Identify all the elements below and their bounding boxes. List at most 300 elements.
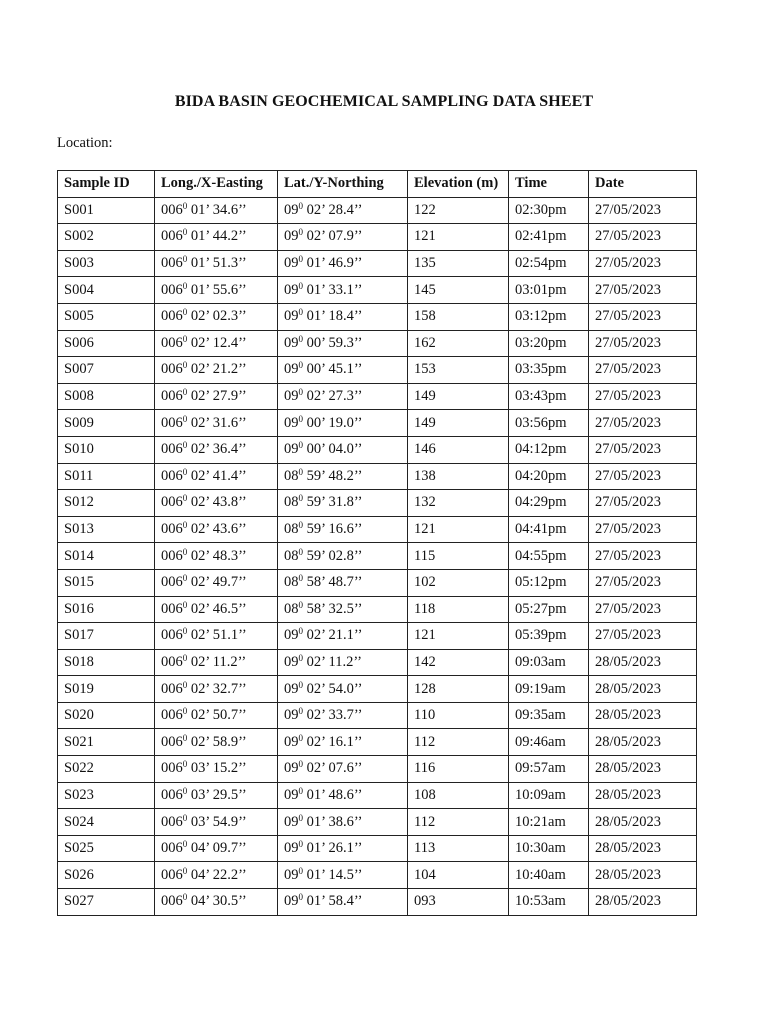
coord-degrees: 09 <box>284 414 299 431</box>
cell-time: 03:20pm <box>509 330 589 357</box>
cell-elevation: 121 <box>408 516 509 543</box>
coord-degrees: 09 <box>284 281 299 298</box>
cell-date: 28/05/2023 <box>589 862 697 889</box>
cell-date: 27/05/2023 <box>589 596 697 623</box>
cell-latitude <box>278 809 408 836</box>
coord-degrees: 006 <box>161 760 183 777</box>
coord-degrees: 09 <box>284 308 299 325</box>
cell-longitude <box>155 277 278 304</box>
cell-sample-id: S027 <box>58 889 155 916</box>
coord-degrees: 006 <box>161 786 183 803</box>
coord-min-sec: 01’ 55.6’’ <box>190 281 247 298</box>
table-row <box>58 197 697 224</box>
cell-latitude <box>278 383 408 410</box>
degree-mark: 0 <box>182 200 188 211</box>
degree-mark: 0 <box>298 440 303 451</box>
cell-longitude <box>155 782 278 809</box>
coord-degrees: 08 <box>284 467 299 484</box>
cell-date: 27/05/2023 <box>589 543 697 570</box>
coord-degrees: 08 <box>284 600 299 617</box>
cell-time: 03:01pm <box>509 277 589 304</box>
cell-sample-id: S003 <box>58 250 155 277</box>
cell-longitude <box>155 596 278 623</box>
degree-mark: 0 <box>182 387 188 398</box>
cell-latitude <box>278 197 408 224</box>
coord-min-sec: 02’ 21.1’’ <box>306 627 363 644</box>
cell-latitude <box>278 490 408 517</box>
cell-latitude <box>278 410 408 437</box>
table-row <box>58 357 697 384</box>
cell-sample-id: S001 <box>58 197 155 224</box>
cell-sample-id: S002 <box>58 224 155 251</box>
cell-time: 10:30am <box>509 835 589 862</box>
coord-degrees: 09 <box>284 388 299 405</box>
cell-time: 04:55pm <box>509 543 589 570</box>
coord-degrees: 09 <box>284 201 299 218</box>
coord-min-sec: 01’ 48.6’’ <box>306 786 363 803</box>
cell-latitude <box>278 516 408 543</box>
cell-elevation: 122 <box>408 197 509 224</box>
coord-degrees: 006 <box>161 653 183 670</box>
coord-degrees: 006 <box>161 547 183 564</box>
table-row <box>58 250 697 277</box>
cell-time: 09:46am <box>509 729 589 756</box>
cell-date: 28/05/2023 <box>589 782 697 809</box>
coord-min-sec: 02’ 31.6’’ <box>190 414 247 431</box>
coord-degrees: 08 <box>284 521 299 538</box>
cell-latitude <box>278 543 408 570</box>
cell-date: 27/05/2023 <box>589 277 697 304</box>
cell-elevation: 113 <box>408 835 509 862</box>
degree-mark: 0 <box>298 520 303 531</box>
cell-longitude <box>155 436 278 463</box>
coord-min-sec: 01’ 34.6’’ <box>190 201 247 218</box>
cell-elevation: 102 <box>408 569 509 596</box>
cell-sample-id: S026 <box>58 862 155 889</box>
coord-degrees: 006 <box>161 228 183 245</box>
coord-degrees: 006 <box>161 733 183 750</box>
cell-date: 28/05/2023 <box>589 835 697 862</box>
degree-mark: 0 <box>182 360 188 371</box>
header-longitude: Long./X-Easting <box>155 171 278 198</box>
cell-date: 28/05/2023 <box>589 756 697 783</box>
coord-min-sec: 03’ 29.5’’ <box>190 786 247 803</box>
cell-elevation: 149 <box>408 383 509 410</box>
cell-longitude <box>155 702 278 729</box>
coord-min-sec: 02’ 02.3’’ <box>190 308 247 325</box>
cell-sample-id: S015 <box>58 569 155 596</box>
coord-min-sec: 59’ 02.8’’ <box>306 547 363 564</box>
degree-mark: 0 <box>298 387 303 398</box>
coord-degrees: 09 <box>284 627 299 644</box>
table-header-row <box>58 171 697 198</box>
cell-elevation: 116 <box>408 756 509 783</box>
degree-mark: 0 <box>298 280 303 291</box>
degree-mark: 0 <box>182 865 188 876</box>
cell-longitude <box>155 835 278 862</box>
coord-degrees: 006 <box>161 627 183 644</box>
degree-mark: 0 <box>182 706 188 717</box>
coord-min-sec: 02’ 49.7’’ <box>190 574 247 591</box>
table-row <box>58 756 697 783</box>
cell-longitude <box>155 224 278 251</box>
coord-min-sec: 01’ 38.6’’ <box>306 813 363 830</box>
coord-degrees: 09 <box>284 786 299 803</box>
cell-elevation: 118 <box>408 596 509 623</box>
cell-sample-id: S017 <box>58 623 155 650</box>
degree-mark: 0 <box>298 599 303 610</box>
cell-time: 09:35am <box>509 702 589 729</box>
degree-mark: 0 <box>182 785 188 796</box>
coord-degrees: 006 <box>161 521 183 538</box>
cell-elevation: 142 <box>408 649 509 676</box>
cell-sample-id: S020 <box>58 702 155 729</box>
coord-min-sec: 01’ 18.4’’ <box>306 308 363 325</box>
cell-elevation: 128 <box>408 676 509 703</box>
coord-degrees: 006 <box>161 467 183 484</box>
table-row <box>58 410 697 437</box>
table-row <box>58 436 697 463</box>
coord-degrees: 006 <box>161 361 183 378</box>
degree-mark: 0 <box>182 440 188 451</box>
cell-date: 28/05/2023 <box>589 889 697 916</box>
cell-date: 28/05/2023 <box>589 702 697 729</box>
degree-mark: 0 <box>182 679 188 690</box>
degree-mark: 0 <box>182 546 188 557</box>
coord-min-sec: 02’ 43.6’’ <box>190 521 247 538</box>
cell-time: 10:21am <box>509 809 589 836</box>
coord-min-sec: 02’ 51.1’’ <box>190 627 247 644</box>
coord-min-sec: 03’ 54.9’’ <box>190 813 247 830</box>
table-row <box>58 889 697 916</box>
degree-mark: 0 <box>298 785 303 796</box>
coord-min-sec: 04’ 30.5’’ <box>190 893 247 910</box>
coord-min-sec: 02’ 46.5’’ <box>190 600 247 617</box>
coord-degrees: 09 <box>284 361 299 378</box>
cell-latitude <box>278 835 408 862</box>
coord-min-sec: 02’ 32.7’’ <box>190 680 247 697</box>
cell-latitude <box>278 596 408 623</box>
cell-sample-id: S016 <box>58 596 155 623</box>
cell-elevation: 093 <box>408 889 509 916</box>
cell-sample-id: S011 <box>58 463 155 490</box>
cell-elevation: 135 <box>408 250 509 277</box>
coord-degrees: 09 <box>284 893 299 910</box>
degree-mark: 0 <box>298 360 303 371</box>
degree-mark: 0 <box>182 573 188 584</box>
coord-min-sec: 59’ 16.6’’ <box>306 521 363 538</box>
degree-mark: 0 <box>298 679 303 690</box>
cell-date: 27/05/2023 <box>589 197 697 224</box>
coord-min-sec: 00’ 04.0’’ <box>306 441 363 458</box>
cell-date: 28/05/2023 <box>589 809 697 836</box>
cell-latitude <box>278 649 408 676</box>
coord-degrees: 09 <box>284 733 299 750</box>
coord-min-sec: 02’ 27.3’’ <box>306 388 363 405</box>
cell-latitude <box>278 623 408 650</box>
cell-sample-id: S009 <box>58 410 155 437</box>
degree-mark: 0 <box>298 865 303 876</box>
cell-latitude <box>278 330 408 357</box>
degree-mark: 0 <box>182 520 188 531</box>
coord-degrees: 006 <box>161 866 183 883</box>
coord-min-sec: 02’ 07.9’’ <box>306 228 363 245</box>
cell-elevation: 149 <box>408 410 509 437</box>
cell-elevation: 108 <box>408 782 509 809</box>
degree-mark: 0 <box>182 493 188 504</box>
cell-longitude <box>155 649 278 676</box>
cell-sample-id: S024 <box>58 809 155 836</box>
coord-min-sec: 02’ 50.7’’ <box>190 707 247 724</box>
coord-degrees: 08 <box>284 494 299 511</box>
coord-degrees: 09 <box>284 866 299 883</box>
cell-longitude <box>155 303 278 330</box>
cell-latitude <box>278 250 408 277</box>
cell-elevation: 112 <box>408 809 509 836</box>
cell-time: 04:12pm <box>509 436 589 463</box>
degree-mark: 0 <box>182 759 188 770</box>
coord-min-sec: 02’ 16.1’’ <box>306 733 363 750</box>
cell-sample-id: S013 <box>58 516 155 543</box>
cell-elevation: 132 <box>408 490 509 517</box>
cell-latitude <box>278 569 408 596</box>
cell-latitude <box>278 357 408 384</box>
cell-elevation: 104 <box>408 862 509 889</box>
coord-degrees: 006 <box>161 334 183 351</box>
coord-min-sec: 02’ 11.2’’ <box>306 653 362 670</box>
cell-latitude <box>278 463 408 490</box>
cell-longitude <box>155 569 278 596</box>
cell-longitude <box>155 623 278 650</box>
table-row <box>58 543 697 570</box>
coord-min-sec: 01’ 14.5’’ <box>306 866 363 883</box>
coord-degrees: 006 <box>161 600 183 617</box>
cell-date: 28/05/2023 <box>589 649 697 676</box>
header-latitude: Lat./Y-Northing <box>278 171 408 198</box>
coord-min-sec: 02’ 36.4’’ <box>190 441 247 458</box>
cell-latitude <box>278 889 408 916</box>
coord-min-sec: 01’ 33.1’’ <box>306 281 363 298</box>
cell-date: 27/05/2023 <box>589 250 697 277</box>
coord-min-sec: 02’ 54.0’’ <box>306 680 363 697</box>
cell-date: 27/05/2023 <box>589 410 697 437</box>
cell-date: 28/05/2023 <box>589 676 697 703</box>
table-row <box>58 303 697 330</box>
cell-date: 27/05/2023 <box>589 569 697 596</box>
coord-degrees: 006 <box>161 281 183 298</box>
cell-time: 05:27pm <box>509 596 589 623</box>
degree-mark: 0 <box>182 732 188 743</box>
coord-degrees: 09 <box>284 760 299 777</box>
cell-latitude <box>278 277 408 304</box>
coord-min-sec: 01’ 26.1’’ <box>306 840 363 857</box>
cell-time: 02:30pm <box>509 197 589 224</box>
cell-sample-id: S012 <box>58 490 155 517</box>
coord-degrees: 006 <box>161 680 183 697</box>
coord-min-sec: 02’ 58.9’’ <box>190 733 247 750</box>
cell-elevation: 146 <box>408 436 509 463</box>
coord-min-sec: 02’ 12.4’’ <box>190 334 247 351</box>
table-row <box>58 649 697 676</box>
cell-date: 27/05/2023 <box>589 330 697 357</box>
cell-latitude <box>278 729 408 756</box>
table-row <box>58 809 697 836</box>
degree-mark: 0 <box>182 280 188 291</box>
document-title: BIDA BASIN GEOCHEMICAL SAMPLING DATA SHEET <box>174 93 594 110</box>
coord-min-sec: 01’ 51.3’’ <box>190 255 247 272</box>
degree-mark: 0 <box>182 307 188 318</box>
coord-degrees: 08 <box>284 574 299 591</box>
cell-time: 10:53am <box>509 889 589 916</box>
coord-degrees: 006 <box>161 707 183 724</box>
cell-longitude <box>155 490 278 517</box>
cell-time: 03:56pm <box>509 410 589 437</box>
coord-degrees: 006 <box>161 308 183 325</box>
cell-longitude <box>155 543 278 570</box>
cell-time: 05:12pm <box>509 569 589 596</box>
coord-degrees: 08 <box>284 547 299 564</box>
location-label: Location: <box>57 135 113 151</box>
cell-longitude <box>155 729 278 756</box>
coord-min-sec: 02’ 21.2’’ <box>190 361 247 378</box>
cell-sample-id: S023 <box>58 782 155 809</box>
table-row <box>58 463 697 490</box>
cell-latitude <box>278 676 408 703</box>
cell-latitude <box>278 224 408 251</box>
cell-time: 09:03am <box>509 649 589 676</box>
degree-mark: 0 <box>182 413 188 424</box>
degree-mark: 0 <box>182 254 188 265</box>
cell-sample-id: S019 <box>58 676 155 703</box>
coord-degrees: 006 <box>161 388 183 405</box>
coord-degrees: 006 <box>161 494 183 511</box>
sampling-data-table <box>57 170 697 916</box>
cell-sample-id: S008 <box>58 383 155 410</box>
cell-sample-id: S014 <box>58 543 155 570</box>
cell-sample-id: S021 <box>58 729 155 756</box>
coord-degrees: 006 <box>161 840 183 857</box>
degree-mark: 0 <box>182 839 188 850</box>
degree-mark: 0 <box>298 307 303 318</box>
coord-degrees: 09 <box>284 255 299 272</box>
cell-elevation: 145 <box>408 277 509 304</box>
coord-degrees: 09 <box>284 840 299 857</box>
table-row <box>58 596 697 623</box>
coord-degrees: 006 <box>161 414 183 431</box>
degree-mark: 0 <box>298 493 303 504</box>
cell-latitude <box>278 782 408 809</box>
coord-degrees: 006 <box>161 441 183 458</box>
cell-latitude <box>278 436 408 463</box>
cell-time: 04:20pm <box>509 463 589 490</box>
cell-longitude <box>155 809 278 836</box>
cell-sample-id: S005 <box>58 303 155 330</box>
coord-degrees: 09 <box>284 334 299 351</box>
coord-min-sec: 59’ 48.2’’ <box>306 467 363 484</box>
coord-min-sec: 58’ 32.5’’ <box>306 600 363 617</box>
table-row <box>58 623 697 650</box>
coord-degrees: 006 <box>161 574 183 591</box>
cell-date: 27/05/2023 <box>589 490 697 517</box>
degree-mark: 0 <box>298 573 303 584</box>
degree-mark: 0 <box>298 413 303 424</box>
cell-time: 09:19am <box>509 676 589 703</box>
coord-min-sec: 58’ 48.7’’ <box>306 574 363 591</box>
cell-time: 04:29pm <box>509 490 589 517</box>
cell-date: 27/05/2023 <box>589 383 697 410</box>
cell-longitude <box>155 756 278 783</box>
cell-elevation: 121 <box>408 623 509 650</box>
cell-time: 10:40am <box>509 862 589 889</box>
table-row <box>58 835 697 862</box>
cell-date: 27/05/2023 <box>589 516 697 543</box>
cell-latitude <box>278 756 408 783</box>
coord-degrees: 006 <box>161 813 183 830</box>
coord-degrees: 09 <box>284 813 299 830</box>
coord-degrees: 006 <box>161 255 183 272</box>
coord-min-sec: 02’ 43.8’’ <box>190 494 247 511</box>
cell-elevation: 121 <box>408 224 509 251</box>
cell-date: 27/05/2023 <box>589 463 697 490</box>
cell-date: 27/05/2023 <box>589 357 697 384</box>
cell-time: 04:41pm <box>509 516 589 543</box>
cell-longitude <box>155 889 278 916</box>
coord-min-sec: 59’ 31.8’’ <box>306 494 363 511</box>
degree-mark: 0 <box>182 599 188 610</box>
cell-time: 03:43pm <box>509 383 589 410</box>
coord-min-sec: 02’ 28.4’’ <box>306 201 363 218</box>
coord-min-sec: 01’ 58.4’’ <box>306 893 363 910</box>
table-row <box>58 782 697 809</box>
degree-mark: 0 <box>298 839 303 850</box>
cell-time: 10:09am <box>509 782 589 809</box>
cell-elevation: 138 <box>408 463 509 490</box>
coord-degrees: 006 <box>161 893 183 910</box>
table-row <box>58 490 697 517</box>
degree-mark: 0 <box>182 812 188 823</box>
coord-degrees: 09 <box>284 707 299 724</box>
cell-time: 03:12pm <box>509 303 589 330</box>
coord-degrees: 09 <box>284 441 299 458</box>
cell-time: 03:35pm <box>509 357 589 384</box>
degree-mark: 0 <box>182 652 188 663</box>
coord-min-sec: 02’ 33.7’’ <box>306 707 363 724</box>
cell-latitude <box>278 303 408 330</box>
table-row <box>58 330 697 357</box>
cell-longitude <box>155 676 278 703</box>
table-row <box>58 862 697 889</box>
cell-longitude <box>155 330 278 357</box>
coord-degrees: 09 <box>284 228 299 245</box>
cell-date: 27/05/2023 <box>589 436 697 463</box>
degree-mark: 0 <box>298 732 303 743</box>
cell-longitude <box>155 410 278 437</box>
cell-longitude <box>155 516 278 543</box>
cell-time: 02:54pm <box>509 250 589 277</box>
cell-sample-id: S006 <box>58 330 155 357</box>
cell-date: 27/05/2023 <box>589 303 697 330</box>
cell-sample-id: S010 <box>58 436 155 463</box>
degree-mark: 0 <box>182 333 188 344</box>
cell-latitude <box>278 862 408 889</box>
cell-sample-id: S018 <box>58 649 155 676</box>
table-row <box>58 729 697 756</box>
cell-date: 27/05/2023 <box>589 623 697 650</box>
table-body <box>58 197 697 915</box>
coord-min-sec: 00’ 19.0’’ <box>306 414 363 431</box>
cell-elevation: 153 <box>408 357 509 384</box>
degree-mark: 0 <box>298 759 303 770</box>
